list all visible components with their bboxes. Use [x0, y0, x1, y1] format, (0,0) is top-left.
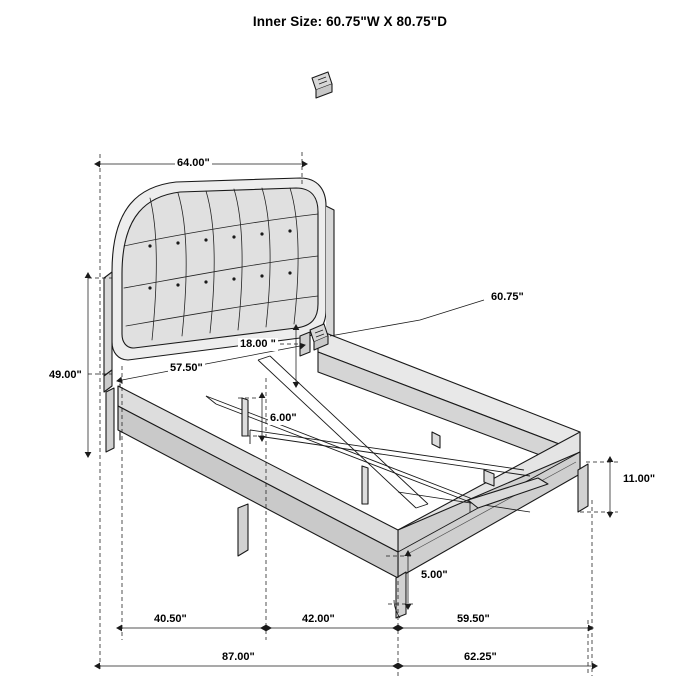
dimension-label-5: 5.00": [421, 569, 448, 581]
dimension-label-6: 6.00": [270, 412, 297, 424]
page-title: Inner Size: 60.75"W X 80.75"D: [252, 14, 448, 29]
dimension-label-49: 49.00": [49, 369, 82, 381]
dimension-label-87: 87.00": [222, 651, 255, 663]
dimension-label-18: 18.00 ": [240, 338, 276, 350]
dimension-label-42: 42.00": [302, 613, 335, 625]
dimension-label-40-50: 40.50": [154, 613, 187, 625]
dimension-label-62-25: 62.25": [464, 651, 497, 663]
dimension-label-59-50: 59.50": [457, 613, 490, 625]
dimension-label-11: 11.00": [623, 473, 656, 485]
dimension-label-57-50: 57.50": [170, 362, 203, 374]
dimension-label-64: 64.00": [177, 157, 210, 169]
dimension-label-60-75: 60.75": [491, 291, 524, 303]
